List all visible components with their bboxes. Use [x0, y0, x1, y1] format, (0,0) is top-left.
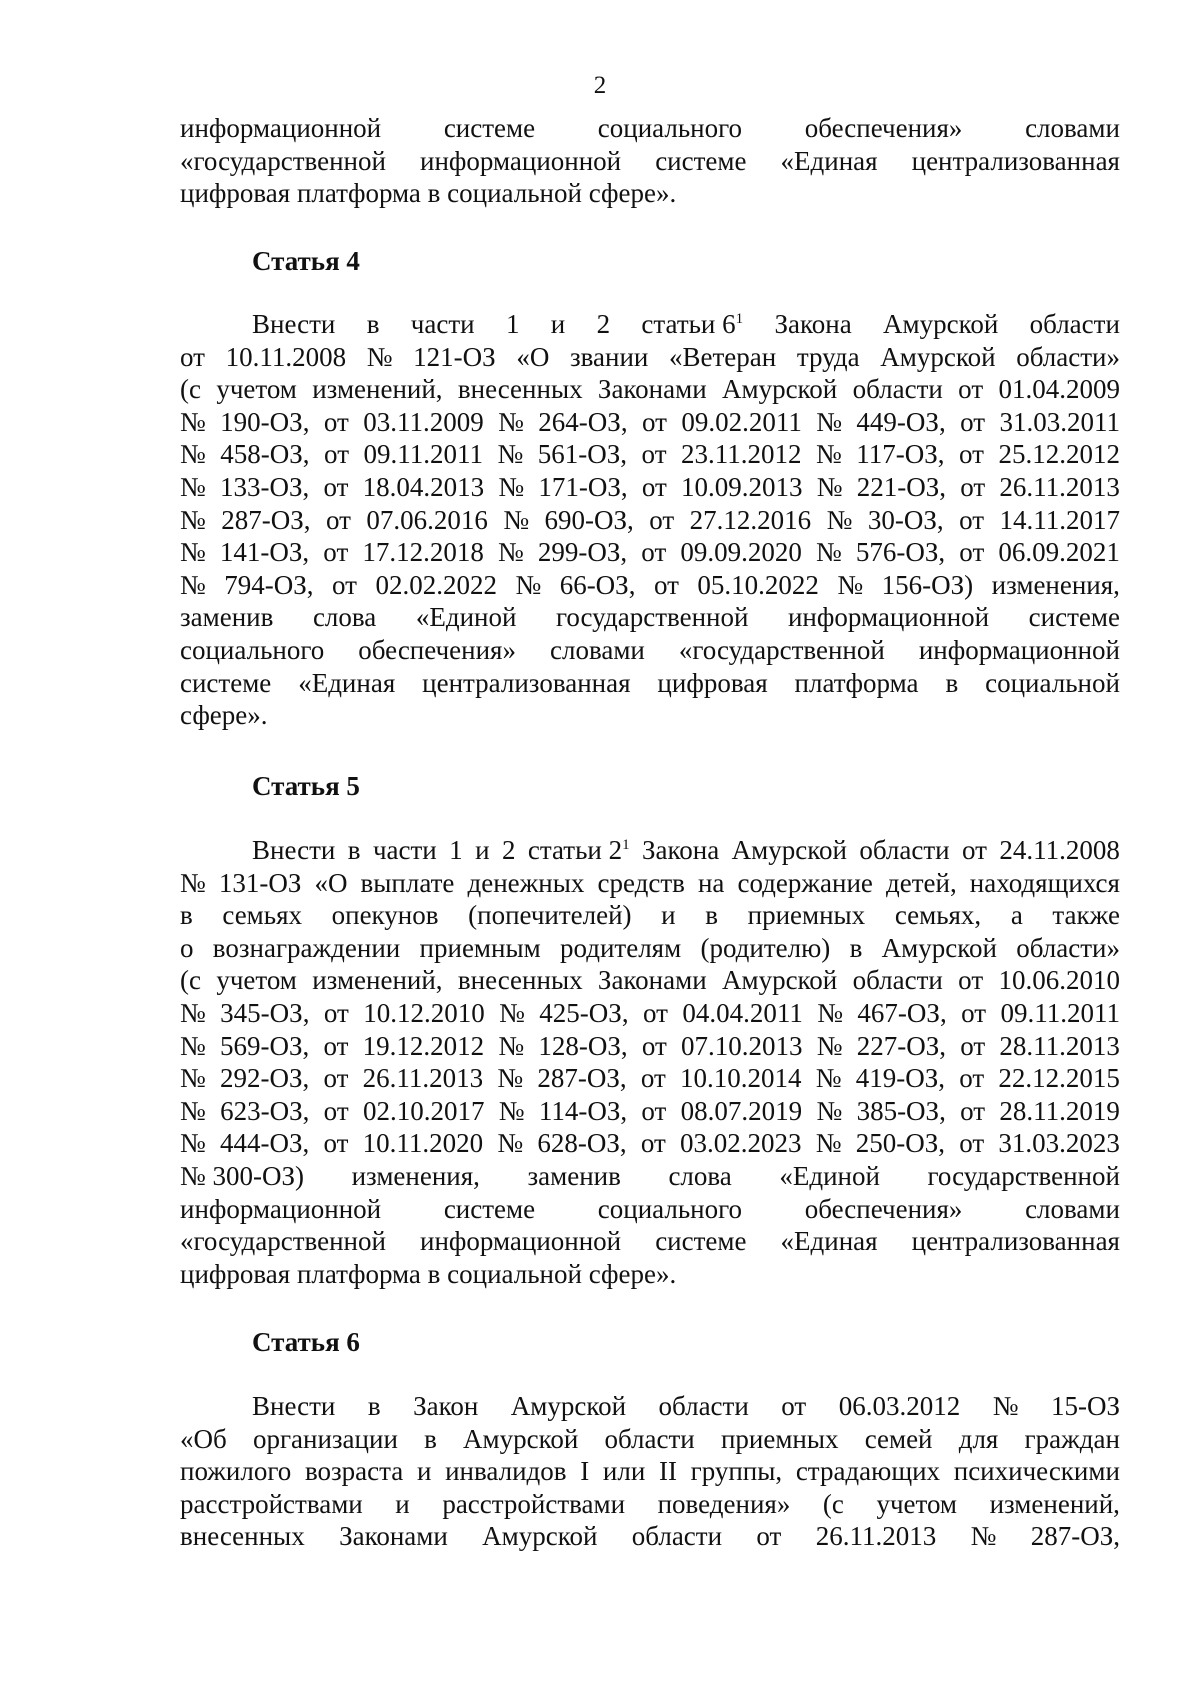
superscript: 1	[735, 311, 744, 327]
text-line: (с учетом изменений, внесенных Законами Амурской области от 10.06.2010	[180, 965, 1120, 996]
article-6-heading: Статья 6	[252, 1327, 360, 1357]
text-line: Внести в части 1 и 2 статьи $6^1$ Закона Амурской области	[252, 309, 1120, 339]
text-line: пожилого возраста и инвалидов I или II группы, страдающих психическими	[180, 1456, 1120, 1487]
text-line: № 569-ОЗ, от 19.12.2012 № 128-ОЗ, от 07.10.2013 № 227-ОЗ, от 28.11.2013	[180, 1030, 1120, 1061]
text-line: № 141-ОЗ, от 17.12.2018 № 299-ОЗ, от 09.09.2020 № 576-ОЗ, от 06.09.2021	[180, 537, 1120, 568]
article-5-heading: Статья 5	[252, 771, 360, 801]
text-line: социального обеспечения» словами «государственной информационной	[180, 634, 1120, 665]
text-line: № 190-ОЗ, от 03.11.2009 № 264-ОЗ, от 09.02.2011 № 449-ОЗ, от 31.03.2011	[180, 406, 1120, 437]
text-line: Внести в Закон Амурской области от 06.03.2012 № 15-ОЗ	[252, 1391, 1120, 1421]
text-line: Внести в части 1 и 2 статьи $2^1$ Закона Амурской области от 24.11.2008	[252, 835, 1120, 865]
text-line: сфере».	[180, 700, 268, 731]
text-line: № 133-ОЗ, от 18.04.2013 № 171-ОЗ, от 10.09.2013 № 221-ОЗ, от 26.11.2013	[180, 471, 1120, 502]
text-line: внесенных Законами Амурской области от 26.11.2013 № 287-ОЗ,	[180, 1521, 1120, 1552]
intro-paragraph	[180, 112, 1120, 210]
text-line: информационной системе социального обеспечения» словами	[180, 113, 1120, 143]
text-line: № 292-ОЗ, от 26.11.2013 № 287-ОЗ, от 10.10.2014 № 419-ОЗ, от 22.12.2015	[180, 1063, 1120, 1094]
text-line: № 345-ОЗ, от 10.12.2010 № 425-ОЗ, от 04.04.2011 № 467-ОЗ, от 09.11.2011	[180, 997, 1120, 1028]
text-line: № 287-ОЗ, от 07.06.2016 № 690-ОЗ, от 27.12.2016 № 30-ОЗ, от 14.11.2017	[180, 504, 1120, 535]
text-line: № 794-ОЗ, от 02.02.2022 № 66-ОЗ, от 05.10.2022 № 156-ОЗ) изменения,	[180, 569, 1120, 600]
text-line: № 131-ОЗ «О выплате денежных средств на содержание детей, находящихся	[180, 867, 1120, 898]
text-line: «государственной информационной системе «Единая централизованная	[180, 145, 1120, 176]
text-line: цифровая платформа в социальной сфере».	[180, 1258, 677, 1289]
text-line: от 10.11.2008 № 121-ОЗ «О звании «Ветеран труда Амурской области»	[180, 341, 1120, 372]
text-line: в семьях опекунов (попечителей) и в приемных семьях, а также	[180, 900, 1120, 931]
article-4-paragraph	[180, 308, 1120, 732]
text-line: № 300-ОЗ) изменения, заменив слова «Единой государственной	[180, 1160, 1120, 1191]
page-number: 2	[593, 72, 607, 99]
text-line: «государственной информационной системе «Единая централизованная	[180, 1226, 1120, 1257]
text-line: (с учетом изменений, внесенных Законами Амурской области от 01.04.2009	[180, 374, 1120, 405]
text-line: расстройствами и расстройствами поведения» (с учетом изменений,	[180, 1488, 1120, 1519]
text-line: № 458-ОЗ, от 09.11.2011 № 561-ОЗ, от 23.11.2012 № 117-ОЗ, от 25.12.2012	[180, 439, 1120, 470]
text-line: цифровая платформа в социальной сфере».	[180, 178, 677, 209]
text-line: системе «Единая централизованная цифровая платформа в социальной	[180, 667, 1120, 698]
article-4-heading: Статья 4	[252, 246, 360, 276]
text-line: о вознаграждении приемным родителям (родителю) в Амурской области»	[180, 932, 1120, 963]
article-6-paragraph	[180, 1390, 1120, 1553]
text-line: заменив слова «Единой государственной информационной системе	[180, 602, 1120, 633]
text-line: информационной системе социального обеспечения» словами	[180, 1193, 1120, 1224]
text-line: № 444-ОЗ, от 10.11.2020 № 628-ОЗ, от 03.02.2023 № 250-ОЗ, от 31.03.2023	[180, 1128, 1120, 1159]
text-line: № 623-ОЗ, от 02.10.2017 № 114-ОЗ, от 08.07.2019 № 385-ОЗ, от 28.11.2019	[180, 1095, 1120, 1126]
text-line: «Об организации в Амурской области приемных семей для граждан	[180, 1423, 1120, 1454]
superscript: 1	[622, 837, 630, 853]
article-5-paragraph	[180, 834, 1120, 1290]
